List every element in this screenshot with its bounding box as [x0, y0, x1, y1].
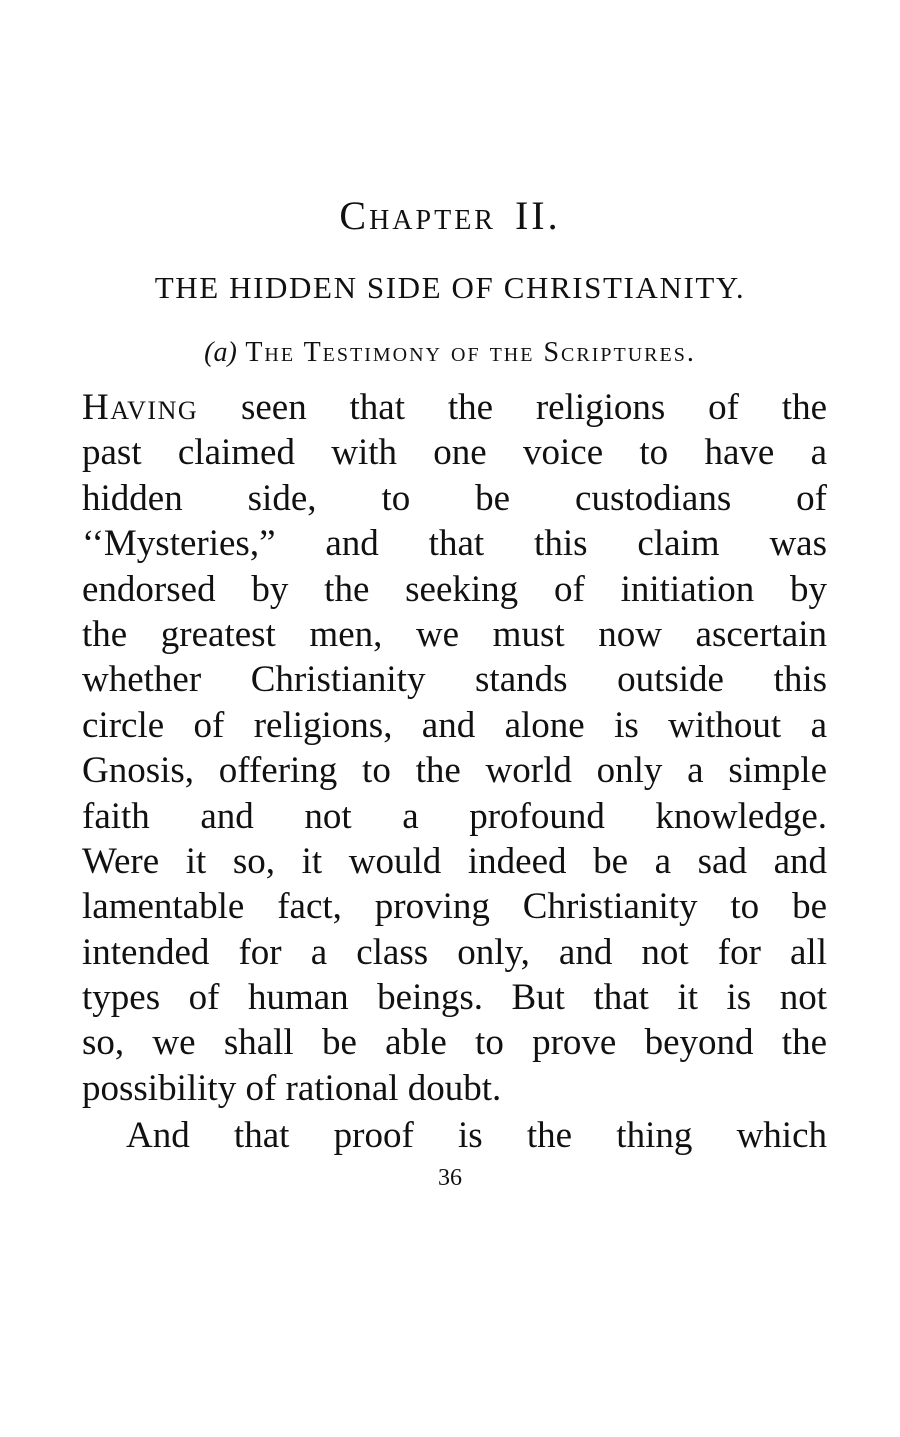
paragraph-line: Gnosis, offering to the world only a simple — [82, 750, 827, 792]
page-number: 36 — [438, 1165, 462, 1191]
paragraph-line: whether Christianity stands outside this — [82, 659, 827, 701]
section-label: (a) — [204, 337, 237, 368]
paragraph-lead-word: Having — [82, 387, 199, 428]
paragraph-line: ‘‘Mysteries,” and that this claim was — [82, 523, 827, 565]
paragraph-line: circle of religions, and alone is without a — [82, 704, 827, 746]
section-subtitle — [0, 335, 900, 371]
paragraph-line: possibility of rational doubt. — [82, 1067, 502, 1109]
paragraph-1 — [82, 385, 827, 1111]
paragraph-line: endorsed by the seeking of initiation by — [82, 568, 827, 610]
paragraph-line: types of human beings. But that it is not — [82, 977, 827, 1019]
paragraph-line: lamentable fact, proving Christianity to be — [82, 886, 827, 928]
paragraph-2-first-line: And that proof is the thing which — [126, 1115, 827, 1156]
section-subtitle-text: The Testimony of the Scriptures. — [245, 337, 696, 368]
chapter-heading: Chapter II. — [339, 193, 561, 238]
paragraph-line: past claimed with one voice to have a — [82, 432, 827, 474]
paragraph-line: Having seen that the religions of the — [82, 387, 827, 428]
paragraph-line: faith and not a profound knowledge. — [82, 795, 827, 837]
paragraph-line: the greatest men, we must now ascertain — [82, 613, 827, 655]
paragraph-line: so, we shall be able to prove beyond the — [82, 1022, 827, 1064]
chapter-title: THE HIDDEN SIDE OF CHRISTIANITY. — [154, 270, 746, 305]
paragraph-line: intended for a class only, and not for all — [82, 931, 827, 973]
paragraph-line: hidden side, to be custodians of — [82, 477, 827, 519]
paragraph-line: Were it so, it would indeed be a sad and — [82, 840, 827, 882]
